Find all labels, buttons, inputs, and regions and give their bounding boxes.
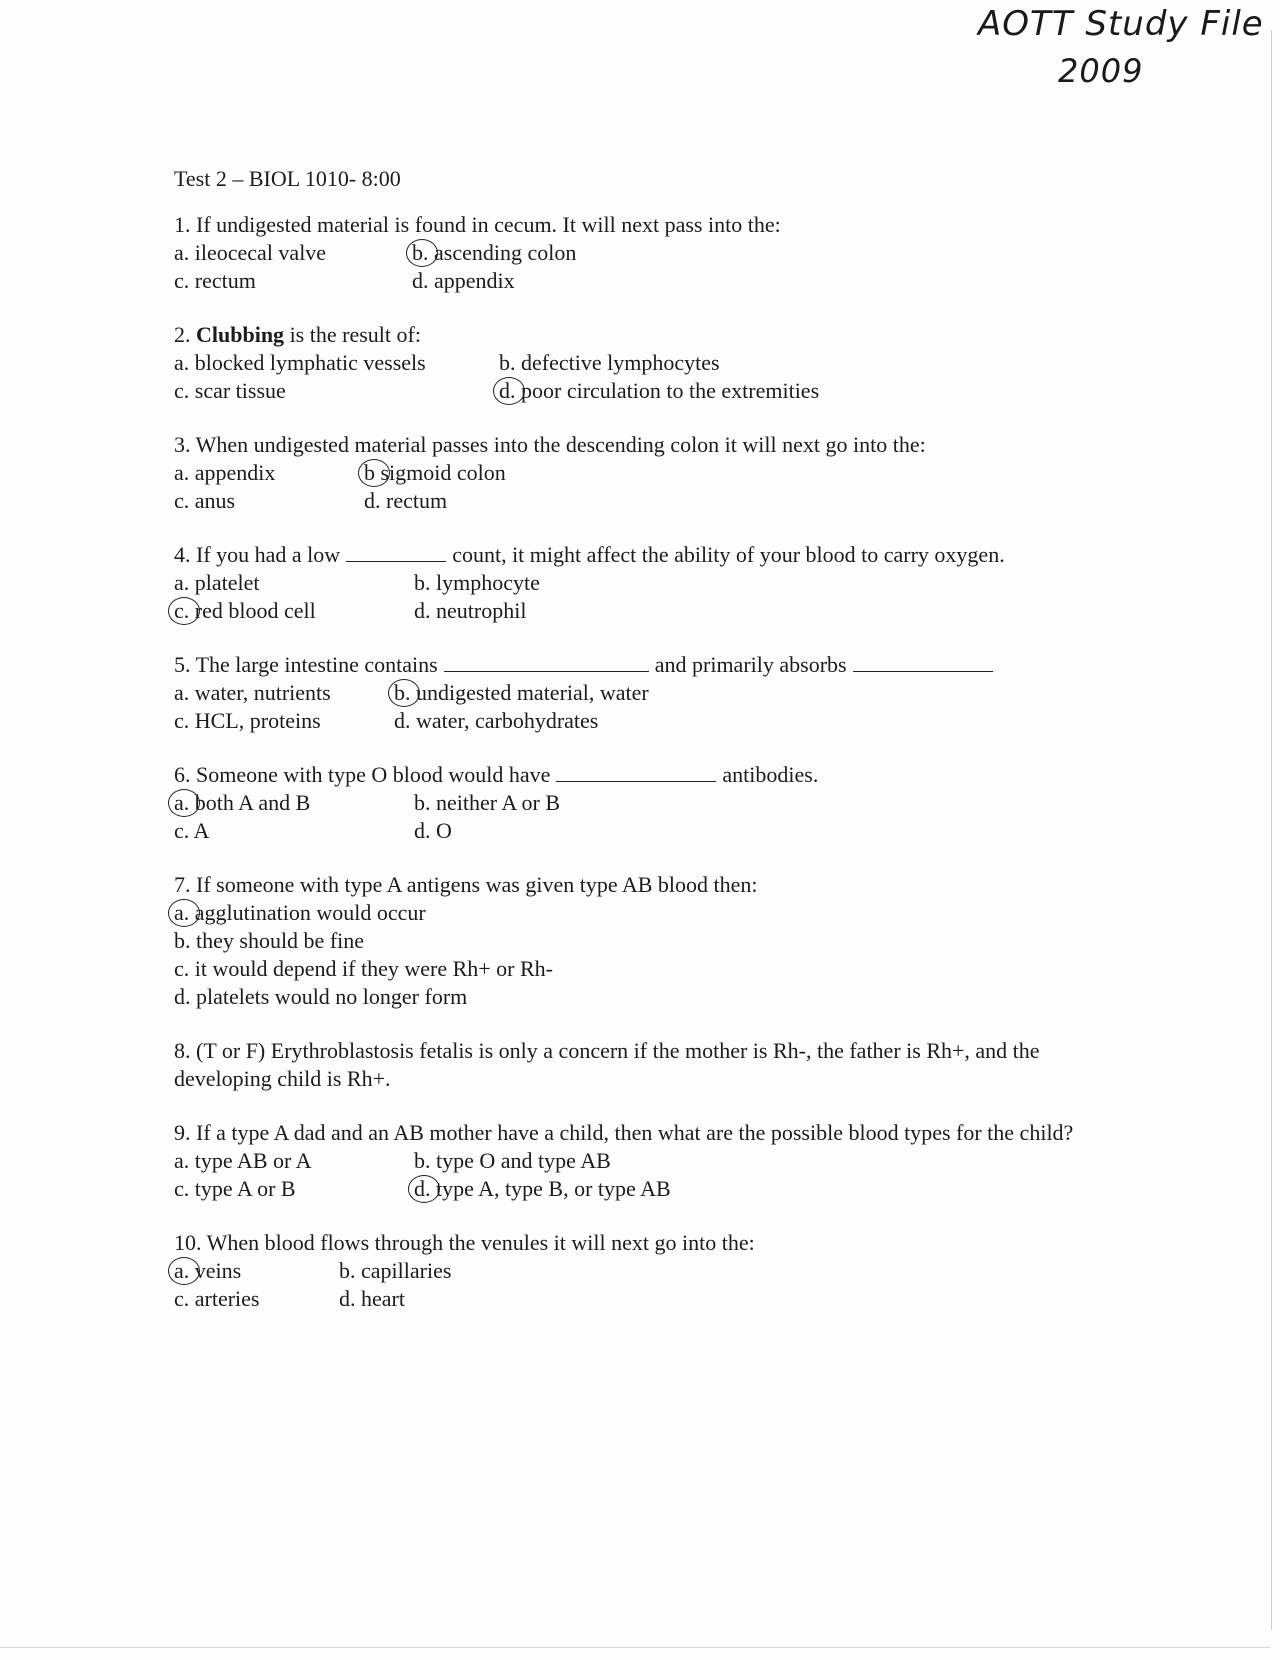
option-b-circled [412,239,1074,267]
test-content [174,165,1074,1339]
option-a-text: a. both A and B [174,790,311,815]
option-d: d. appendix [412,268,515,293]
question-stem: 7. If someone with type A antigens was given type AB blood then: [174,872,758,897]
stem-suffix: is the result of: [284,322,421,347]
question-3 [174,431,1074,515]
option-grid [174,349,1074,405]
question-9 [174,1119,1074,1203]
option-b: b. lymphocyte [414,570,540,595]
stem-bold-term: Clubbing [196,322,285,347]
stem-before: 6. Someone with type O blood would have [174,762,551,787]
circle-mark-icon [168,1257,200,1285]
page-edge-right [1271,30,1272,1630]
option-grid [174,569,1074,625]
option-d: d. O [414,818,452,843]
option-b-circled [394,679,1074,707]
option-d-circled [499,377,1074,405]
question-stem [174,651,1074,679]
circle-mark-icon [168,597,200,625]
option-a-text: a. veins [174,1258,242,1283]
option-c: c. anus [174,488,236,513]
option-c: c. type A or B [174,1176,296,1201]
option-b-text: b sigmoid colon [364,460,506,485]
circle-mark-icon [408,1175,440,1203]
option-d: d. rectum [364,488,448,513]
option-grid [174,459,1074,515]
option-a: a. appendix [174,460,276,485]
question-8 [174,1037,1074,1093]
circle-mark-icon [168,899,200,927]
stem-before: 4. If you had a low [174,542,341,567]
answer-blank [346,543,446,562]
option-b: b. neither A or B [414,790,561,815]
option-a: a. ileocecal valve [174,240,327,265]
answer-blank [556,763,716,782]
handwritten-title: AOTT Study File [978,4,1264,44]
question-stem [174,761,1074,789]
question-10 [174,1229,1074,1313]
question-stem: 10. When blood flows through the venules it will next go into the: [174,1230,755,1255]
question-stem: 3. When undigested material passes into the descending colon it will next go into the: [174,432,926,457]
question-7 [174,871,1074,1011]
option-grid [174,789,1074,845]
option-d: d. platelets would no longer form [174,984,468,1009]
option-b: b. defective lymphocytes [499,350,720,375]
option-a-circled [174,789,414,817]
option-d-text: d. type A, type B, or type AB [414,1176,671,1201]
option-b-text: b. undigested material, water [394,680,649,705]
option-b-text: b. ascending colon [412,240,577,265]
question-stem [174,541,1074,569]
option-c-text: c. red blood cell [174,598,316,623]
option-a-circled [174,899,1074,927]
option-a: a. platelet [174,570,260,595]
stem-after: count, it might affect the ability of your blood to carry oxygen. [452,542,1005,567]
question-stem: 9. If a type A dad and an AB mother have a child, then what are the possible blood types for the child? [174,1120,1074,1145]
option-grid [174,239,1074,295]
stem-middle: and primarily absorbs [654,652,847,677]
option-d: d. heart [339,1286,405,1311]
question-stem: 1. If undigested material is found in cecum. It will next pass into the: [174,212,781,237]
option-c: c. arteries [174,1286,260,1311]
option-grid [174,1147,1074,1203]
option-c: c. rectum [174,268,256,293]
option-grid [174,1257,1074,1313]
option-c: c. it would depend if they were Rh+ or Rh- [174,956,553,981]
question-2 [174,321,1074,405]
answer-blank-2 [853,653,993,672]
stem-after: antibodies. [722,762,819,787]
question-stem: 8. (T or F) Erythroblastosis fetalis is only a concern if the mother is Rh-, the father is Rh+, and the developing child is Rh+. [174,1038,1040,1091]
option-a-text: a. agglutination would occur [174,900,426,925]
option-c: c. HCL, proteins [174,708,321,733]
circle-mark-icon [358,459,390,487]
option-c: c. A [174,818,210,843]
circle-mark-icon [406,239,438,267]
circle-mark-icon [168,789,200,817]
question-stem [174,321,1074,349]
test-title: Test 2 – BIOL 1010- 8:00 [174,166,401,191]
option-c-circled [174,597,414,625]
stem-prefix: 2. [174,322,196,347]
option-a: a. blocked lymphatic vessels [174,350,426,375]
option-b: b. type O and type AB [414,1148,611,1173]
option-b: b. capillaries [339,1258,452,1283]
answer-blank-1 [444,653,649,672]
question-4 [174,541,1074,625]
stem-before: 5. The large intestine contains [174,652,438,677]
handwritten-year: 2009 [1058,52,1144,90]
option-b: b. they should be fine [174,928,365,953]
option-d-circled [414,1175,1074,1203]
question-6 [174,761,1074,845]
option-d: d. water, carbohydrates [394,708,599,733]
question-5 [174,651,1074,735]
option-a: a. water, nutrients [174,680,331,705]
circle-mark-icon [388,679,420,707]
question-1 [174,211,1074,295]
page-edge-bottom [0,1647,1270,1648]
option-grid [174,679,1074,735]
option-list [174,899,1074,1011]
circle-mark-icon [493,377,525,405]
option-c: c. scar tissue [174,378,286,403]
option-a-circled [174,1257,339,1285]
option-d-text: d. poor circulation to the extremities [499,378,820,403]
option-a: a. type AB or A [174,1148,312,1173]
option-d: d. neutrophil [414,598,527,623]
option-b-circled [364,459,1074,487]
